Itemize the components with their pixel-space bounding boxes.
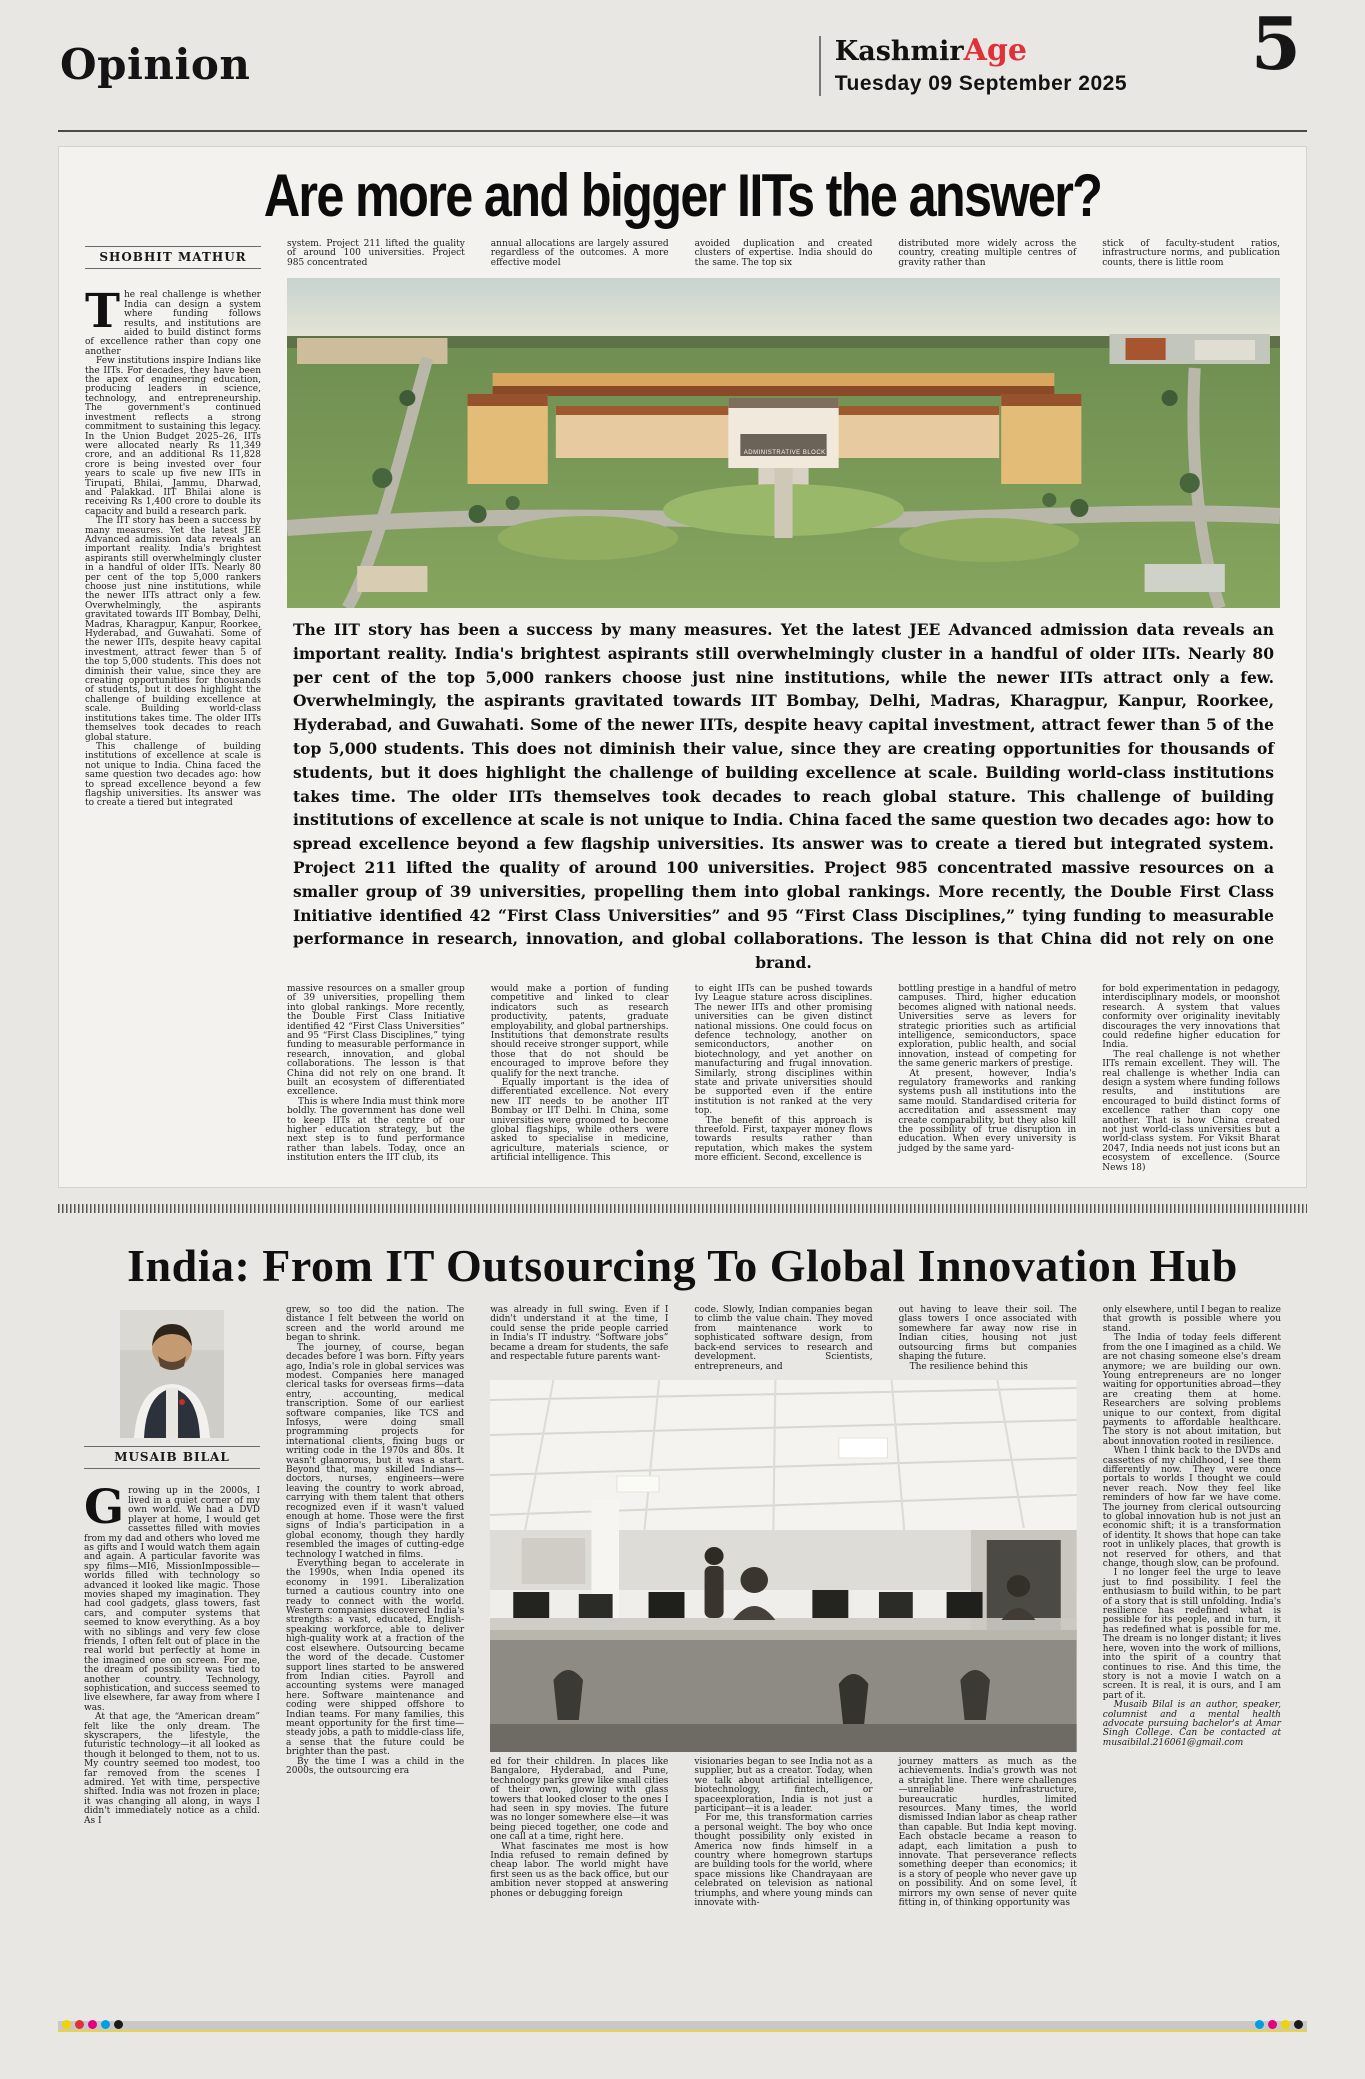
registration-marks-right [1255, 2020, 1303, 2029]
article1-intro-p3: The IIT story has been a success by many measures. Yet the latest JEE Advanced admission data reveals an important reality. India's brightest aspirants still overwhelmingly cluster in a handful of older IITs. Nearly 80 per cent of the top 5,000 rankers choose just nine institutions, while the newer IITs attract only a few. Overwhelmingly, the aspirants gravitated towards IIT Bombay, Delhi, Madras, Kharagpur, Kanpur, Roorkee, Hyderabad, and Guwahati. Some of the newer IITs, despite heavy capital investment, attract fewer than 5 of the top 5,000 students. This does not diminish their value, since they are creating opportunities for thousands of students, but it does highlight the challenge of building excellence at scale. Building world-class institutions takes time. The older IITs themselves took decades to reach global stature. [85, 516, 261, 743]
article2-col3-top: was already in full swing. Even if I didn't understand it at the time, I could sense the pride people carried in India's IT industry. “Software jobs” became a dream for students, the safe and respectable future parents want- [490, 1305, 669, 1363]
article2-col1-p2: At that age, the “American dream” felt like the only dream. The skyscrapers, the lifestyle, the futuristic technology—it all looked as though it belonged to them, not to us. My country seemed too modest, too far removed from the scenes I admired. Yet with time, perspective shifted. India was not frozen in place; it was changing all along, in ways I didn't immediately notice as a child. As I [84, 1712, 260, 1826]
masthead-logo [834, 33, 1127, 70]
registration-dot-magenta [88, 2020, 97, 2029]
article1-intro-column [85, 240, 261, 1173]
section-title: Opinion [60, 40, 251, 89]
article2-col1-p1: Growing up in the 2000s, I lived in a quiet corner of my own world. We had a DVD player at home, I would get cassettes filled with movies from my dad and others who loved me as gifts and I would watch them again and again. A particular favorite was spy films—MI6, MissionImpossible—worlds filled with technology so advanced it looked like magic. Those movies shaped my imagination. They had cool gadgets, glass towers, fast cars, and computer systems that seemed to know everything. As a boy with no siblings and very few close friends, I often felt out of place in the real world but perfectly at home in the imagined one on screen. For me, the dream of possibility was tied to another country. Technology, sophistication, and success seemed to live elsewhere, far away from where I was. [84, 1480, 260, 1713]
article-innovation-hub [58, 1227, 1307, 1922]
article1-intro-p4: This challenge of building institutions of excellence at scale is not unique to India. China faced the same question two decades ago: how to spread excellence beyond a few flagship universities. Its answer was to create a tiered but integrated [85, 741, 261, 809]
article2-col4-top: code. Slowly, Indian companies began to climb the value chain. They moved from maintenance work to sophisticated software design, from back-end services to research and development. Scientists, entrepreneurs, and [694, 1305, 873, 1372]
article1-strip-col5: distributed more widely across the country, creating multiple centres of gravity rather than [898, 239, 1077, 268]
office-photo [490, 1380, 1077, 1752]
masthead-logo-black: Kashmir [834, 36, 964, 67]
page-header [58, 0, 1307, 132]
article-iits [58, 146, 1307, 1188]
iit-campus-photo [287, 278, 1280, 608]
article1-dropcap: T [85, 284, 120, 340]
registration-band [58, 2021, 1307, 2032]
article2-col3-bottom: ed for their children. In places like Bangalore, Hyderabad, and Pune, technology parks grew like small cities of their own, glowing with glass towers that looked closer to the ones I had seen in spy movies. The future was no longer somewhere else—it was being pieced together, one code and one call at a time, right here. What fascinates me most is how India refused to remain defined by cheap labor. The world might have first seen us as the back office, but our ambition never stopped at answering phones or debugging foreign [490, 1756, 669, 1899]
article2-dropcap: G [84, 1480, 125, 1536]
masthead-divider [819, 36, 821, 96]
article1-body-col3: would make a portion of funding competitive and linked to clear indicators such as research productivity, patents, graduate employability, and global partnerships. Institutions that demonstrate results should receive stronger support, while those that do not should be encouraged to improve before they qualify for the next tranche. Equally important is the idea of differentiated excellence. Not every new IIT needs to be another IIT Bombay or IIT Delhi. In China, some universities were groomed to become global flagships, while others were asked to specialise in medicine, agriculture, materials science, or artificial intelligence. This [490, 983, 669, 1164]
registration-dot-cyan [1255, 2020, 1264, 2029]
article1-intro-p2: Few institutions inspire Indians like the IITs. For decades, they have been the apex of engineering education, producing leaders in science, technology, and entrepreneurship. The government's continued investment reflects a strong commitment to sustaining this legacy. In the Union Budget 2025–26, IITs were allocated nearly Rs 11,349 crore, and an additional Rs 11,828 crore is being invested over four years to scale up five new IITs in Tirupati, Bhilai, Jammu, Dharwad, and Palakkad. IIT Bhilai alone is receiving Rs 1,400 crore to double its capacity and build a research park. [85, 356, 261, 517]
office-interior-illustration [490, 1380, 1077, 1752]
registration-dot-red [75, 2020, 84, 2029]
article1-headline: Are more and bigger IITs the answer? [263, 162, 1102, 229]
article1-caption: The IIT story has been a success by many measures. Yet the latest JEE Advanced admission data reveals an important reality. India's brightest aspirants still overwhelmingly cluster in a handful of older IITs. Nearly 80 per cent of the top 5,000 rankers choose just nine institutions, while the newer IITs attract only a few. Overwhelmingly, the aspirants gravitated towards IIT Bombay, Delhi, Madras, Kharagpur, Kanpur, Roorkee, Hyderabad, and Guwahati. Some of the newer IITs, despite heavy capital investment, attract fewer than 5 of the top 5,000 students. This does not diminish their value, since they are creating opportunities for thousands of students, but it does highlight the challenge of building excellence at scale. Building world-class institutions takes time. The older IITs themselves took decades to reach global stature. This challenge of building institutions of excellence at scale is not unique to India. China faced the same question two decades ago: how to spread excellence beyond a few flagship universities. Its answer was to create a tiered but integrated system. Project 211 lifted the quality of around 100 universities. Project 985 concentrated massive resources on a smaller group of 39 universities, propelling them into global rankings. More recently, the Double First Class Initiative identified 42 “First Class Universities” and 95 “First Class Disciplines,” tying funding to measurable performance in research, innovation, and global collaborations. The lesson is that China did not rely on one brand. [293, 620, 1274, 973]
page-number: 5 [1250, 1, 1301, 86]
masthead-date: Tuesday 09 September 2025 [834, 72, 1127, 95]
registration-marks-left [62, 2020, 123, 2029]
article1-strip-col4: avoided duplication and created clusters of expertise. India should do the same. The top six [694, 239, 873, 268]
article2-col6: only elsewhere, until I began to realize that growth is possible where you stand. The India of today feels different from the one I imagined as a child. We are not chasing someone else's dream anymore; we are building our own. Young entrepreneurs are no longer waiting for opportunities abroad—they are creating them at home. Researchers are solving problems unique to our context, from digital payments to affordable healthcare. The story is not about imitation, but about innovation rooted in resilience. When I think back to the DVDs and cassettes of my childhood, I see them differently now. They were once portals to worlds I thought we could never reach. Now they feel like reminders of how far we have come. The journey from clerical outsourcing to global innovation hub is not just an economic shift; it is a transformation of identity. It shows that hope can take root in unlikely places, that growth is not reserved for others, and that change, though slow, can be profound. I no longer feel the urge to leave just to find possibility. I feel the enthusiasm to build within, to be part of a story that is still unfolding. India's resilience has redefined what is possible for its people, and in turn, it has redefined what is possible for me. The dream is no longer distant; it lives here, woven into the work of millions, into the spirit of a country that continues to rise. And this time, the story is not a movie I watch on a screen. It is real, it is ours, and I am part of it. Musaib Bilal is an author, speaker, columnist and a mental health advocate pursuing bachelor's at Amar Singh College. Can be contacted at musaibilal.216061@gmail.com [1102, 1305, 1281, 1748]
article1-strip-col3: annual allocations are largely assured regardless of the outcomes. A more effective model [490, 239, 669, 268]
registration-dot-magenta [1268, 2020, 1277, 2029]
article1-strip-col6: stick of faculty-student ratios, infrastructure norms, and publication counts, there is little room [1102, 239, 1280, 268]
article2-col4-bottom: visionaries began to see India not as a supplier, but as a creator. Today, when we talk about artificial intelligence, biotechnology, fintech, or spaceexploration, India is not just a participant—it is a leader. For me, this transformation carries a personal weight. The boy who once thought possibility only existed in America now finds himself in a country where homegrown startups are building tools for the world, where space missions like Chandrayaan are celebrated on television as national triumphs, and where young minds can innovate with- [694, 1756, 873, 1909]
article2-col2: grew, so too did the nation. The distance I felt between the world on screen and the world around me began to shrink. The journey, of course, began decades before I was born. Fifty years ago, India's role in global services was modest. Companies here managed clerical tasks for overseas firms—data entry, accounting, medical transcription. Some of our earliest software companies, like TCS and Infosys, were doing small programming projects for international clients, fixing bugs or writing code in the 1970s and 80s. It wasn't glamorous, but it was a start. Beyond that, many skilled Indians—doctors, nurses, engineers—were leaving the country to work abroad, carrying with them talent that others recognized even if it wasn't valued enough at home. Those were the first signs of India's participation in a global economy, though they hardly resembled the images of cutting-edge technology I watched in films. Everything began to accelerate in the 1990s, when India opened its economy in 1991. Liberalization turned a cautious country into one ready to connect with the world. Western companies discovered India's strengths: a vast, educated, English-speaking workforce, able to deliver high-quality work at a fraction of the cost elsewhere. Outsourcing became the word of the decade. Customer support lines started to be answered from Indian cities. Payroll and accounting systems were managed here. Software maintenance and coding were shipped offshore to Indian teams. For many families, this meant opportunity for the first time—steady jobs, a path to middle-class life, a sense that the future could be brighter than the past. By the time I was a child in the 2000s, the outsourcing era [286, 1305, 465, 1776]
article2-byline: MUSAIB BILAL [84, 1446, 260, 1469]
article2-middle-section [490, 1306, 1077, 1908]
author-bio: Musaib Bilal is an author, speaker, columnist and a mental health advocate pursuing bachelor's at Amar Singh College. Can be contacted at musaibilal.216061@gmail.com [1102, 1700, 1281, 1748]
registration-dot-black [1294, 2020, 1303, 2029]
article1-strip-col2: system. Project 211 lifted the quality of around 100 universities. Project 985 concentrated [287, 239, 465, 268]
registration-dot-yellow [1281, 2020, 1290, 2029]
registration-dot-cyan [101, 2020, 110, 2029]
article2-col5-bottom: journey matters as much as the achievements. India's growth was not a straight line. There were challenges—unreliable infrastructure, bureaucratic hurdles, limited resources. Many times, the world dismissed Indian labor as cheap rather than capable. But India kept moving. Each obstacle became a reason to adapt, each limitation a push to innovate. That perseverance reflects something deeper than economics; it is a story of people who never gave up on possibility. And on some level, it mirrors my own sense of never quite fitting in, of thinking opportunity was [898, 1756, 1077, 1909]
article1-body-col2: massive resources on a smaller group of 39 universities, propelling them into global rankings. More recently, the Double First Class Initiative identified 42 “First Class Universities” and 95 “First Class Disciplines,” tying funding to measurable performance in research, innovation, and global collaborations. The lesson is that China did not rely on one brand. It built an ecosystem of differentiated excellence. This is where India must think more boldly. The government has done well to keep IITs at the centre of our higher education strategy, but the next step is to fund performance rather than labels. Today, once an institution enters the IIT club, its [287, 983, 465, 1164]
article2-author-column [84, 1306, 260, 1908]
author-portrait-illustration [120, 1310, 224, 1438]
registration-dot-yellow [62, 2020, 71, 2029]
article-separator [58, 1204, 1307, 1213]
article2-headline: India: From IT Outsourcing To Global Innovation Hub [127, 1240, 1238, 1292]
article1-body-col5: bottling prestige in a handful of metro campuses. Third, higher education becomes aligned with national needs. Universities serve as levers for strategic priorities such as artificial intelligence, semiconductors, space exploration, public health, and social innovation, instead of competing for the same generic markers of prestige. At present, however, India's regulatory frameworks and ranking systems push all institutions into the same mould. Standardised criteria for accreditation and assessment may create comparability, but they also kill the possibility of true disruption in education. When every university is judged by the same yard- [898, 983, 1077, 1154]
article1-byline: SHOBHIT MATHUR [85, 246, 261, 269]
author-photo [120, 1310, 224, 1438]
registration-dot-black [114, 2020, 123, 2029]
masthead-logo-red: Age [963, 33, 1027, 68]
photo-building-label: ADMINISTRATIVE BLOCK [743, 449, 826, 456]
print-registration-strip [0, 2017, 1365, 2035]
masthead [819, 33, 1127, 96]
article1-body-col6: for bold experimentation in pedagogy, interdisciplinary models, or moonshot research. A system that values conformity over originality inevitably discourages the very innovations that could redefine higher education for India. The real challenge is not whether IITs remain excellent. They will. The real challenge is whether India can design a system where funding follows results, and institutions are encouraged to build distinct forms of excellence rather than copy one another. That is how China created not just world-class universities but a world-class system. For Viksit Bharat 2047, India needs not just icons but an ecosystem of excellence. (Source News 18) [1102, 983, 1280, 1173]
article1-intro-p1: The real challenge is whether India can design a system where funding follows results, and institutions are aided to build distinct forms of excellence rather than copy one another [85, 284, 261, 357]
iit-campus-illustration [287, 278, 1280, 608]
article2-col5-top: out having to leave their soil. The glass towers I once associated with somewhere far away now rise in Indian cities, housing not just outsourcing firms but companies shaping the future. The resilience behind this [898, 1305, 1077, 1372]
article1-body-col4: to eight IITs can be pushed towards Ivy League stature across disciplines. The newer IITs and other promising universities can be given distinct national missions. One could focus on defence technology, another on semiconductors, another on biotechnology, and yet another on manufacturing and frugal innovation. Similarly, strong disciplines within state and private universities should be supported even if the entire institution is not ranked at the very top. The benefit of this approach is threefold. First, taxpayer money flows towards results rather than reputation, which makes the system more efficient. Second, excellence is [694, 983, 873, 1164]
